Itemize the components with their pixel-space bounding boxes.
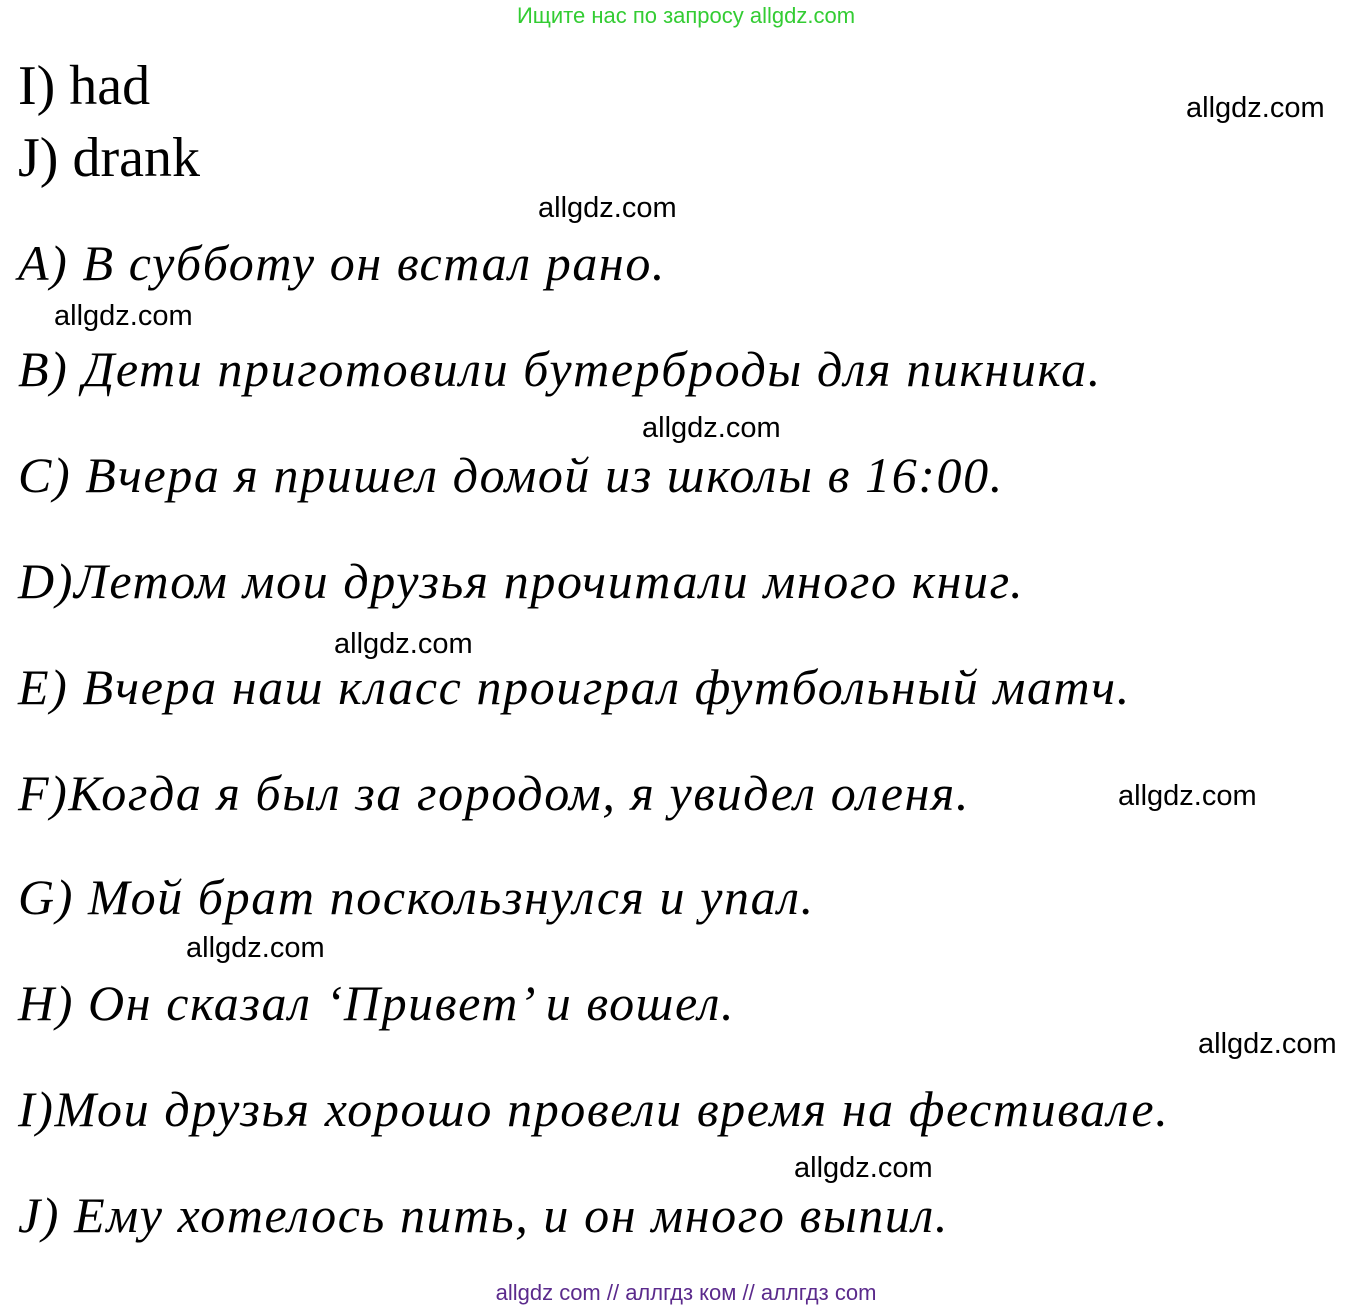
- sentence-e: E) Вчера наш класс проиграл футбольный матч.: [18, 659, 1131, 715]
- sentence-i: I)Мои друзья хорошо провели время на фестивале.: [18, 1081, 1170, 1137]
- sentence-j: J) Ему хотелось пить, и он много выпил.: [18, 1187, 950, 1243]
- sentence-b: B) Дети приготовили бутерброды для пикника.: [18, 341, 1102, 397]
- sentence-a: A) В субботу он встал рано.: [18, 235, 667, 291]
- answer-j: J) drank: [18, 127, 200, 189]
- watermark: allgdz.com: [54, 300, 193, 332]
- watermark: allgdz.com: [1186, 92, 1325, 124]
- watermark: allgdz.com: [334, 628, 473, 660]
- watermark: allgdz.com: [1198, 1028, 1337, 1060]
- sentence-f: F)Когда я был за городом, я увидел оленя.: [18, 765, 970, 821]
- watermark: allgdz.com: [794, 1152, 933, 1184]
- watermark: allgdz.com: [1118, 780, 1257, 812]
- sentence-g: G) Мой брат поскользнулся и упал.: [18, 869, 815, 925]
- sentence-d: D)Летом мои друзья прочитали много книг.: [18, 553, 1025, 609]
- watermark: allgdz.com: [642, 412, 781, 444]
- watermark: allgdz.com: [186, 932, 325, 964]
- sentence-h: H) Он сказал ‘Привет’ и вошел.: [18, 975, 736, 1031]
- sentence-c: C) Вчера я пришел домой из школы в 16:00.: [18, 447, 1004, 503]
- footer: allgdz com // аллгдз ком // аллгдз com: [495, 1280, 877, 1305]
- top-banner: Ищите нас по запросу allgdz.com: [516, 3, 856, 28]
- answer-i: I) had: [18, 55, 151, 117]
- watermark: allgdz.com: [538, 192, 677, 224]
